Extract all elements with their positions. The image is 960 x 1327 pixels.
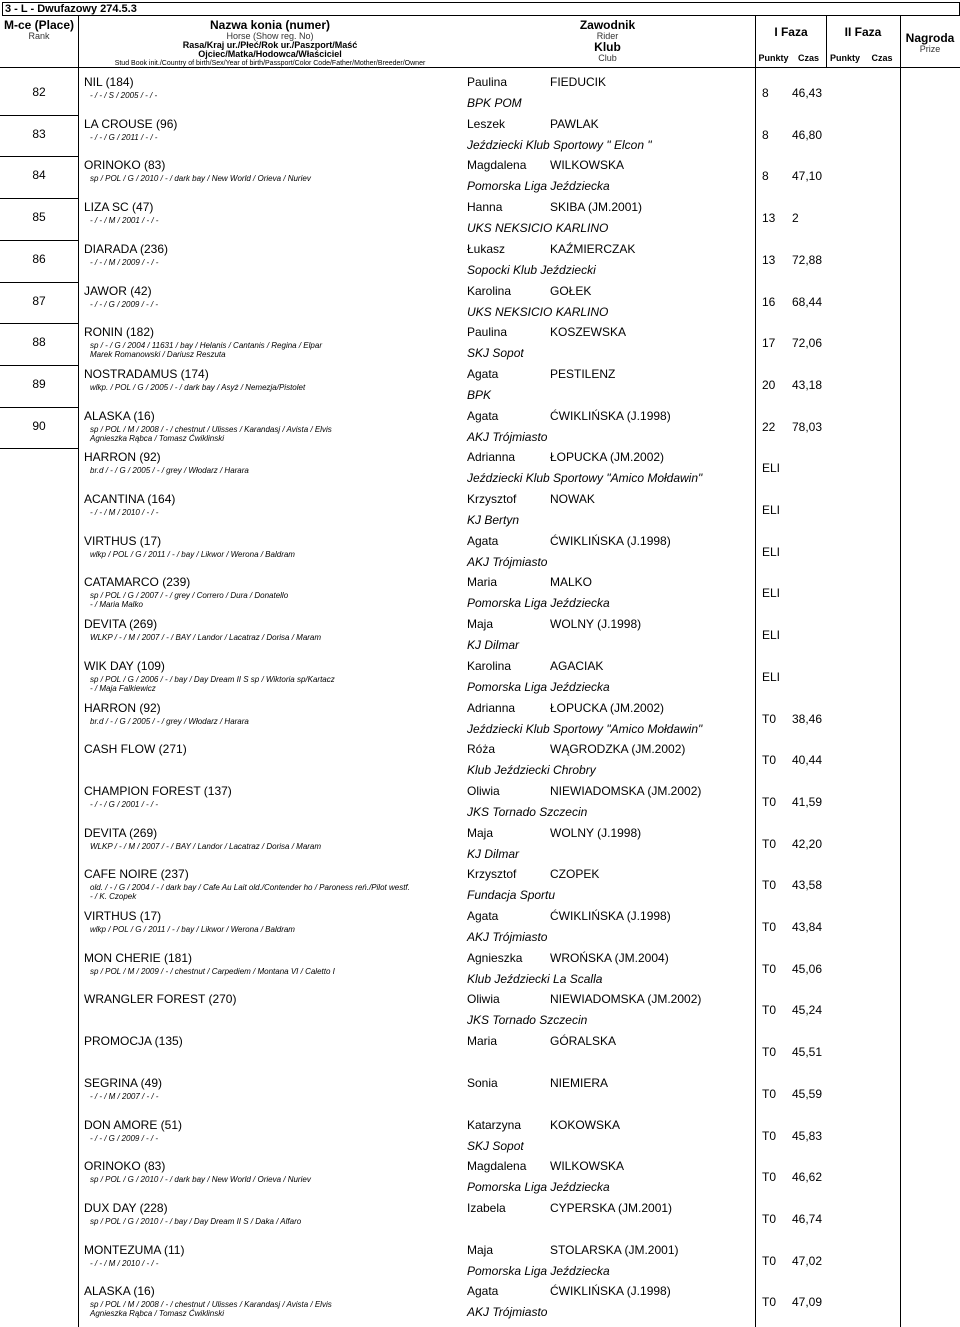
table-row — [0, 784, 960, 826]
club-name: Klub Jeździecki La Scalla — [467, 971, 603, 986]
horse-details: br.d / - / G / 2005 / - / grey / Włodarz / Harara — [90, 716, 249, 726]
rider-last-name: AGACIAK — [550, 658, 604, 673]
horse-header-line2: Horse (Show reg. No) — [226, 30, 314, 41]
rider-header-line4: Club — [598, 52, 617, 63]
phase1-points: ELI — [762, 503, 781, 517]
rider-last-name: WOLNY (J.1998) — [550, 617, 642, 632]
horse-name: CASH FLOW (271) — [84, 742, 187, 757]
club-name: SKJ Sopot — [467, 346, 524, 361]
rank-separator — [0, 365, 78, 366]
table-row — [0, 1201, 960, 1243]
horse-details: - / - / G / 2001 / - / - — [90, 799, 159, 809]
club-name: JKS Tornado Szczecin — [467, 1013, 588, 1028]
rank-cell: 85 — [32, 210, 46, 225]
horse-name: LIZA SC (47) — [84, 200, 154, 215]
rider-first-name: Adrianna — [467, 700, 516, 715]
rider-first-name: Oliwia — [467, 992, 500, 1007]
horse-details: sp / POL / M / 2009 / - / chestnut / Carpediem / Montana VI / Caletto I — [90, 966, 335, 976]
horse-details: - / - / S / 2005 / - / - — [90, 91, 158, 100]
table-row — [0, 1243, 960, 1285]
table-row — [0, 575, 960, 617]
rank-separator — [0, 323, 78, 324]
rider-first-name: Magdalena — [467, 1159, 527, 1174]
phase1-points: 8 — [762, 127, 769, 142]
rider-first-name: Agata — [467, 408, 499, 423]
rider-first-name: Leszek — [467, 116, 506, 131]
horse-details: - / - / M / 2009 / - / - — [90, 257, 159, 267]
rider-header-line1: Zawodnik — [579, 18, 636, 32]
rider-last-name: ĆWIKLIŃSKA (J.1998) — [550, 1284, 671, 1299]
rider-last-name: KOKOWSKA — [550, 1117, 621, 1132]
phase1-points: 8 — [762, 169, 769, 184]
club-name: KJ Dilmar — [467, 846, 520, 861]
rank-cell: 84 — [32, 168, 46, 183]
phase1-time: 45,51 — [792, 1045, 823, 1060]
phase1-time: 45,59 — [792, 1086, 823, 1101]
horse-details: - / - / M / 2010 / - / - — [90, 1258, 159, 1268]
horse-details: wlkp / POL / G / 2011 / - / bay / Likwor / Werona / Baldram — [90, 549, 295, 559]
table-row — [0, 117, 960, 159]
table-row — [0, 701, 960, 743]
club-name: KJ Dilmar — [467, 638, 520, 653]
table-row — [0, 1076, 960, 1118]
rank-header-sub: Rank — [28, 30, 50, 41]
rider-last-name: KOSZEWSKA — [550, 325, 627, 340]
phase1-points: T0 — [762, 961, 777, 976]
phase1-points: 17 — [762, 336, 776, 351]
phase1-points: T0 — [762, 794, 777, 809]
phase1-points: T0 — [762, 711, 777, 726]
horse-details: WLKP / - / M / 2007 / - / BAY / Landor / Lacatraz / Dorisa / Maram — [90, 633, 322, 643]
rider-last-name: WROŃSKA (JM.2004) — [550, 950, 669, 965]
rank-separator — [0, 240, 78, 241]
club-name: AKJ Trójmiasto — [467, 554, 548, 569]
rider-last-name: ĆWIKLIŃSKA (J.1998) — [550, 909, 671, 923]
table-row — [0, 659, 960, 701]
horse-name: NIL (184) — [84, 75, 134, 89]
rank-separator — [0, 156, 78, 157]
horse-details: sp / POL / M / 2008 / - / chestnut / Ulisses / Karandasj / Avista / Elvis — [90, 424, 332, 434]
rider-first-name: Agata — [467, 1284, 499, 1299]
phase1-time: 46,80 — [792, 127, 823, 142]
horse-name: JAWOR (42) — [84, 283, 152, 298]
horse-details: br.d / - / G / 2005 / - / grey / Włodarz / Harara — [90, 466, 249, 476]
horse-name: DON AMORE (51) — [84, 1117, 183, 1132]
horse-name: WIK DAY (109) — [84, 658, 165, 673]
phase2-points-header: Punkty — [829, 53, 860, 63]
horse-owner: Agnieszka Rąbca / Tomasz Ćwiklinski — [90, 433, 224, 443]
horse-name: MON CHERIE (181) — [84, 950, 193, 965]
horse-name: ORINOKO (83) — [84, 158, 166, 173]
phase1-points-header: Punkty — [758, 53, 789, 63]
rider-last-name: PAWLAK — [550, 116, 599, 131]
table-row — [0, 951, 960, 993]
table-row — [0, 992, 960, 1034]
prize-header — [900, 32, 960, 54]
phase2-time-header: Czas — [871, 53, 893, 63]
phase1-time: 78,03 — [792, 419, 823, 434]
rank-separator — [0, 407, 78, 408]
rider-last-name: ĆWIKLIŃSKA (J.1998) — [550, 408, 671, 423]
phase1-time: 46,43 — [792, 86, 823, 100]
phase1-points: T0 — [762, 753, 777, 768]
horse-details: sp / POL / G / 2010 / - / dark bay / New World / Orieva / Nuriev — [90, 1175, 311, 1185]
horse-name: ALASKA (16) — [84, 408, 155, 423]
horse-name: MONTEZUMA (11) — [84, 1242, 185, 1257]
rider-first-name: Izabela — [467, 1200, 506, 1215]
phase1-points: ELI — [762, 628, 781, 643]
table-row — [0, 492, 960, 534]
rider-header-line2: Rider — [596, 30, 619, 41]
phase1-points: 13 — [762, 211, 776, 226]
table-row — [0, 1284, 960, 1326]
rider-last-name: NIEWIADOMSKA (JM.2002) — [550, 992, 702, 1007]
rider-last-name: KAŹMIERCZAK — [550, 241, 636, 256]
table-row — [0, 1034, 960, 1076]
rider-last-name: GÓRALSKA — [550, 1034, 617, 1049]
phase1-time: 45,83 — [792, 1128, 823, 1143]
rider-first-name: Agata — [467, 366, 499, 381]
horse-details: sp / POL / G / 2010 / - / bay / Day Dream II S / Daka / Alfaro — [90, 1216, 302, 1226]
prize-header-label: Nagroda — [905, 31, 955, 45]
horse-header-line4: Ojciec/Matka/Hodowca/Właściciel — [198, 49, 342, 60]
horse-name: VIRTHUS (17) — [84, 909, 162, 923]
rider-first-name: Łukasz — [467, 241, 506, 256]
horse-details: - / - / G / 2011 / - / - — [90, 132, 158, 142]
club-name: UKS NEKSICIO KARLINO — [467, 221, 609, 236]
table-row — [0, 409, 960, 451]
rider-first-name: Róża — [467, 742, 496, 757]
table-row — [0, 75, 960, 117]
table-row — [0, 450, 960, 492]
horse-name: ORINOKO (83) — [84, 1159, 166, 1174]
phase1-time: 40,44 — [792, 753, 823, 768]
phase1-points: 8 — [762, 86, 769, 100]
club-name: AKJ Trójmiasto — [467, 930, 548, 944]
phase1-time: 47,09 — [792, 1295, 823, 1310]
horse-details: wlkp. / POL / G / 2005 / - / dark bay / Asyż / Nemezja/Pistolet — [90, 382, 306, 392]
horse-name: NOSTRADAMUS (174) — [84, 366, 209, 381]
rider-first-name: Maria — [467, 575, 498, 590]
club-name: AKJ Trójmiasto — [467, 429, 548, 444]
rider-header-line3: Klub — [594, 40, 621, 55]
horse-details: - / - / M / 2010 / - / - — [90, 508, 159, 517]
phase1-time: 45,06 — [792, 961, 823, 976]
horse-name: RONIN (182) — [84, 325, 155, 340]
rider-first-name: Maja — [467, 825, 494, 840]
rider-last-name: CZOPEK — [550, 867, 600, 882]
table-row — [0, 1118, 960, 1160]
rank-cell: 87 — [32, 293, 46, 308]
club-name: BPK POM — [467, 96, 522, 110]
horse-header-line3: Rasa/Kraj ur./Płeć/Rok ur./Paszport/Maść — [182, 40, 358, 51]
rider-first-name: Krzysztof — [467, 492, 517, 506]
club-name: Jeździecki Klub Sportowy "Amico Mołdawin" — [467, 721, 703, 736]
rank-separator — [0, 115, 78, 116]
rider-last-name: ŁOPUCKA (JM.2002) — [550, 700, 665, 715]
horse-name: DEVITA (269) — [84, 617, 158, 632]
table-row — [0, 534, 960, 576]
phase1-time: 46,74 — [792, 1211, 823, 1226]
horse-owner: Agnieszka Rąbca / Tomasz Ćwiklinski — [90, 1309, 224, 1319]
rider-last-name: FIEDUCIK — [550, 75, 607, 89]
rank-cell: 86 — [32, 251, 46, 266]
rider-header — [460, 19, 755, 63]
rider-first-name: Karolina — [467, 658, 512, 673]
phase1-time: 47,10 — [792, 169, 823, 184]
rider-last-name: WILKOWSKA — [550, 1159, 625, 1174]
rider-first-name: Magdalena — [467, 158, 527, 173]
phase1-time: 43,18 — [792, 377, 823, 392]
club-name: Fundacja Sportu — [467, 888, 556, 903]
phase1-points: T0 — [762, 1170, 777, 1185]
rider-last-name: ŁOPUCKA (JM.2002) — [550, 450, 665, 465]
rider-first-name: Agata — [467, 909, 499, 923]
club-name: Jeździecki Klub Sportowy " Elcon " — [467, 137, 652, 152]
club-name: UKS NEKSICIO KARLINO — [467, 304, 609, 319]
table-row — [0, 867, 960, 909]
phase1-time: 42,20 — [792, 836, 823, 851]
horse-details: sp / POL / G / 2010 / - / dark bay / New World / Orieva / Nuriev — [90, 174, 311, 184]
rider-first-name: Agata — [467, 533, 499, 548]
club-name: Klub Jeździecki Chrobry — [467, 763, 596, 778]
table-row — [0, 742, 960, 784]
club-name: Pomorska Liga Jeździecka — [467, 596, 610, 611]
phase1-time: 46,62 — [792, 1170, 823, 1185]
phase1-time: 72,06 — [792, 336, 823, 351]
club-name: Sopocki Klub Jeździecki — [467, 262, 596, 277]
table-row — [0, 367, 960, 409]
page-title: 3 - L - Dwufazowy 274.5.3 — [2, 2, 960, 16]
rider-last-name: NOWAK — [550, 492, 595, 506]
phase1-points: T0 — [762, 1086, 777, 1101]
rider-last-name: SKIBA (JM.2001) — [550, 200, 643, 215]
horse-header-line1: Nazwa konia (numer) — [209, 18, 331, 32]
horse-owner: Marek Romanowski / Dariusz Reszuta — [90, 350, 226, 360]
rider-first-name: Maja — [467, 1242, 494, 1257]
phase1-points: 20 — [762, 377, 776, 392]
table-header — [0, 15, 960, 68]
phase2-header: II Faza — [844, 25, 882, 39]
phase1-time: 41,59 — [792, 794, 823, 809]
rider-last-name: NIEMIERA — [550, 1075, 609, 1090]
horse-details: - / - / M / 2007 / - / - — [90, 1091, 159, 1101]
horse-name: ACANTINA (164) — [84, 492, 176, 506]
phase1-points: T0 — [762, 1003, 777, 1018]
phase1-points: 13 — [762, 252, 776, 267]
phase1-points: T0 — [762, 836, 777, 851]
table-row — [0, 826, 960, 868]
club-name: Jeździecki Klub Sportowy "Amico Mołdawin" — [467, 471, 703, 486]
club-name: Pomorska Liga Jeździecka — [467, 679, 610, 694]
table-row — [0, 242, 960, 284]
phase1-points: ELI — [762, 544, 781, 559]
horse-details: - / - / M / 2001 / - / - — [90, 216, 159, 226]
phase1-points: T0 — [762, 1211, 777, 1226]
phase1-points: ELI — [762, 669, 781, 684]
table-row — [0, 325, 960, 367]
rider-last-name: CYPERSKA (JM.2001) — [550, 1200, 673, 1215]
rider-first-name: Krzysztof — [467, 867, 517, 882]
horse-details: old. / - / G / 2004 / - / dark bay / Cafe Au Lait old./Contender ho / Paroness reń./Pilot westf. — [90, 883, 410, 893]
rider-last-name: ĆWIKLIŃSKA (J.1998) — [550, 533, 671, 548]
phase1-points: ELI — [762, 586, 781, 601]
horse-name: ALASKA (16) — [84, 1284, 155, 1299]
rider-last-name: WILKOWSKA — [550, 158, 625, 173]
phase1-time-header: Czas — [797, 53, 819, 63]
rank-cell: 82 — [32, 85, 46, 99]
rider-last-name: WOLNY (J.1998) — [550, 825, 642, 840]
horse-name: HARRON (92) — [84, 450, 161, 465]
rider-first-name: Agnieszka — [467, 950, 523, 965]
rider-first-name: Maria — [467, 1034, 498, 1049]
horse-header-line5: Stud Book init./Country of birth/Sex/Year of birth/Passport/Color Code/Father/Mother/Breeder/Owner — [114, 59, 426, 67]
phase1-points: ELI — [762, 461, 781, 476]
rider-first-name: Paulina — [467, 325, 508, 340]
table-row — [0, 1159, 960, 1201]
horse-name: HARRON (92) — [84, 700, 161, 715]
phase1-time: 47,02 — [792, 1253, 823, 1268]
phase1-points: T0 — [762, 1295, 777, 1310]
horse-name: WRANGLER FOREST (270) — [84, 992, 237, 1007]
table-row — [0, 617, 960, 659]
rank-cell: 90 — [32, 418, 46, 433]
club-name: Pomorska Liga Jeździecka — [467, 1263, 610, 1278]
prize-header-sub: Prize — [919, 43, 941, 54]
rank-header — [0, 19, 78, 41]
table-row — [0, 200, 960, 242]
phase1-points: T0 — [762, 1253, 777, 1268]
club-name: JKS Tornado Szczecin — [467, 804, 588, 819]
horse-details: sp / - / G / 2004 / 11631 / bay / Helanis / Cantanis / Regina / Elpar — [90, 341, 322, 351]
table-row — [0, 909, 960, 951]
phase1-header: I Faza — [774, 25, 808, 39]
phase1-points: 16 — [762, 294, 776, 309]
horse-name: VIRTHUS (17) — [84, 533, 162, 548]
horse-owner: - / Maria Malko — [90, 600, 143, 610]
horse-details: sp / POL / G / 2006 / - / bay / Day Dream II S sp / Wiktoria sp/Kartacz — [90, 674, 335, 684]
rank-cell: 88 — [32, 335, 46, 350]
phase1-time: 43,84 — [792, 920, 823, 934]
rider-first-name: Katarzyna — [467, 1117, 522, 1132]
rider-last-name: PESTILENZ — [550, 366, 616, 381]
phase1-points: T0 — [762, 1128, 777, 1143]
horse-name: DEVITA (269) — [84, 825, 158, 840]
horse-owner: - / Maja Falkiewicz — [90, 683, 156, 693]
club-name: Pomorska Liga Jeździecka — [467, 1180, 610, 1195]
phase1-time: 38,46 — [792, 711, 823, 726]
club-name: SKJ Sopot — [467, 1138, 524, 1153]
phase1-points: T0 — [762, 878, 777, 893]
horse-name: DUX DAY (228) — [84, 1200, 168, 1215]
horse-details: wlkp / POL / G / 2011 / - / bay / Likwor / Werona / Baldram — [90, 925, 295, 934]
rider-first-name: Karolina — [467, 283, 512, 298]
phase1-time: 2 — [792, 211, 799, 226]
phase1-time: 72,88 — [792, 252, 823, 267]
horse-name: CAFE NOIRE (237) — [84, 867, 189, 882]
phase1-points: T0 — [762, 1045, 777, 1060]
rider-last-name: MALKO — [550, 575, 593, 590]
rider-first-name: Adrianna — [467, 450, 516, 465]
rank-cell: 83 — [32, 126, 46, 141]
rider-first-name: Oliwia — [467, 783, 500, 798]
horse-details: - / - / G / 2009 / - / - — [90, 1133, 159, 1143]
rank-separator — [0, 198, 78, 199]
horse-name: PROMOCJA (135) — [84, 1034, 183, 1049]
horse-details: sp / POL / G / 2007 / - / grey / Correro / Dura / Donatello — [90, 591, 289, 601]
rank-separator — [0, 282, 78, 283]
rider-first-name: Hanna — [467, 200, 503, 215]
phase1-points: T0 — [762, 920, 777, 934]
phase1-time: 68,44 — [792, 294, 823, 309]
horse-name: SEGRINA (49) — [84, 1075, 163, 1090]
horse-name: DIARADA (236) — [84, 241, 169, 256]
rider-last-name: GOŁEK — [550, 283, 592, 298]
rider-first-name: Paulina — [467, 75, 508, 89]
rider-first-name: Sonia — [467, 1075, 498, 1090]
header-divider — [826, 15, 827, 67]
table-row — [0, 158, 960, 200]
club-name: AKJ Trójmiasto — [467, 1305, 548, 1320]
rider-last-name: STOLARSKA (JM.2001) — [550, 1242, 679, 1257]
phase1-points: 22 — [762, 419, 776, 434]
rider-last-name: WĄGRODZKA (JM.2002) — [550, 742, 686, 757]
horse-details: WLKP / - / M / 2007 / - / BAY / Landor / Lacatraz / Dorisa / Maram — [90, 841, 322, 851]
horse-details: sp / POL / M / 2008 / - / chestnut / Ulisses / Karandasj / Avista / Elvis — [90, 1300, 332, 1310]
horse-details: - / - / G / 2009 / - / - — [90, 299, 159, 309]
horse-name: CHAMPION FOREST (137) — [84, 783, 232, 798]
rank-cell: 89 — [32, 376, 46, 391]
phase1-time: 43,58 — [792, 878, 823, 893]
horse-owner: - / K. Czopek — [90, 892, 137, 902]
club-name: BPK — [467, 387, 492, 402]
phase1-time: 45,24 — [792, 1003, 823, 1018]
rider-first-name: Maja — [467, 617, 494, 632]
horse-name: CATAMARCO (239) — [84, 575, 191, 590]
rank-header-label: M-ce (Place) — [3, 18, 75, 32]
horse-header — [80, 19, 460, 67]
table-row — [0, 284, 960, 326]
horse-name: LA CROUSE (96) — [84, 116, 178, 131]
club-name: Pomorska Liga Jeździecka — [467, 179, 610, 194]
rider-last-name: NIEWIADOMSKA (JM.2002) — [550, 783, 702, 798]
club-name: KJ Bertyn — [467, 513, 520, 527]
rank-separator — [0, 448, 78, 449]
